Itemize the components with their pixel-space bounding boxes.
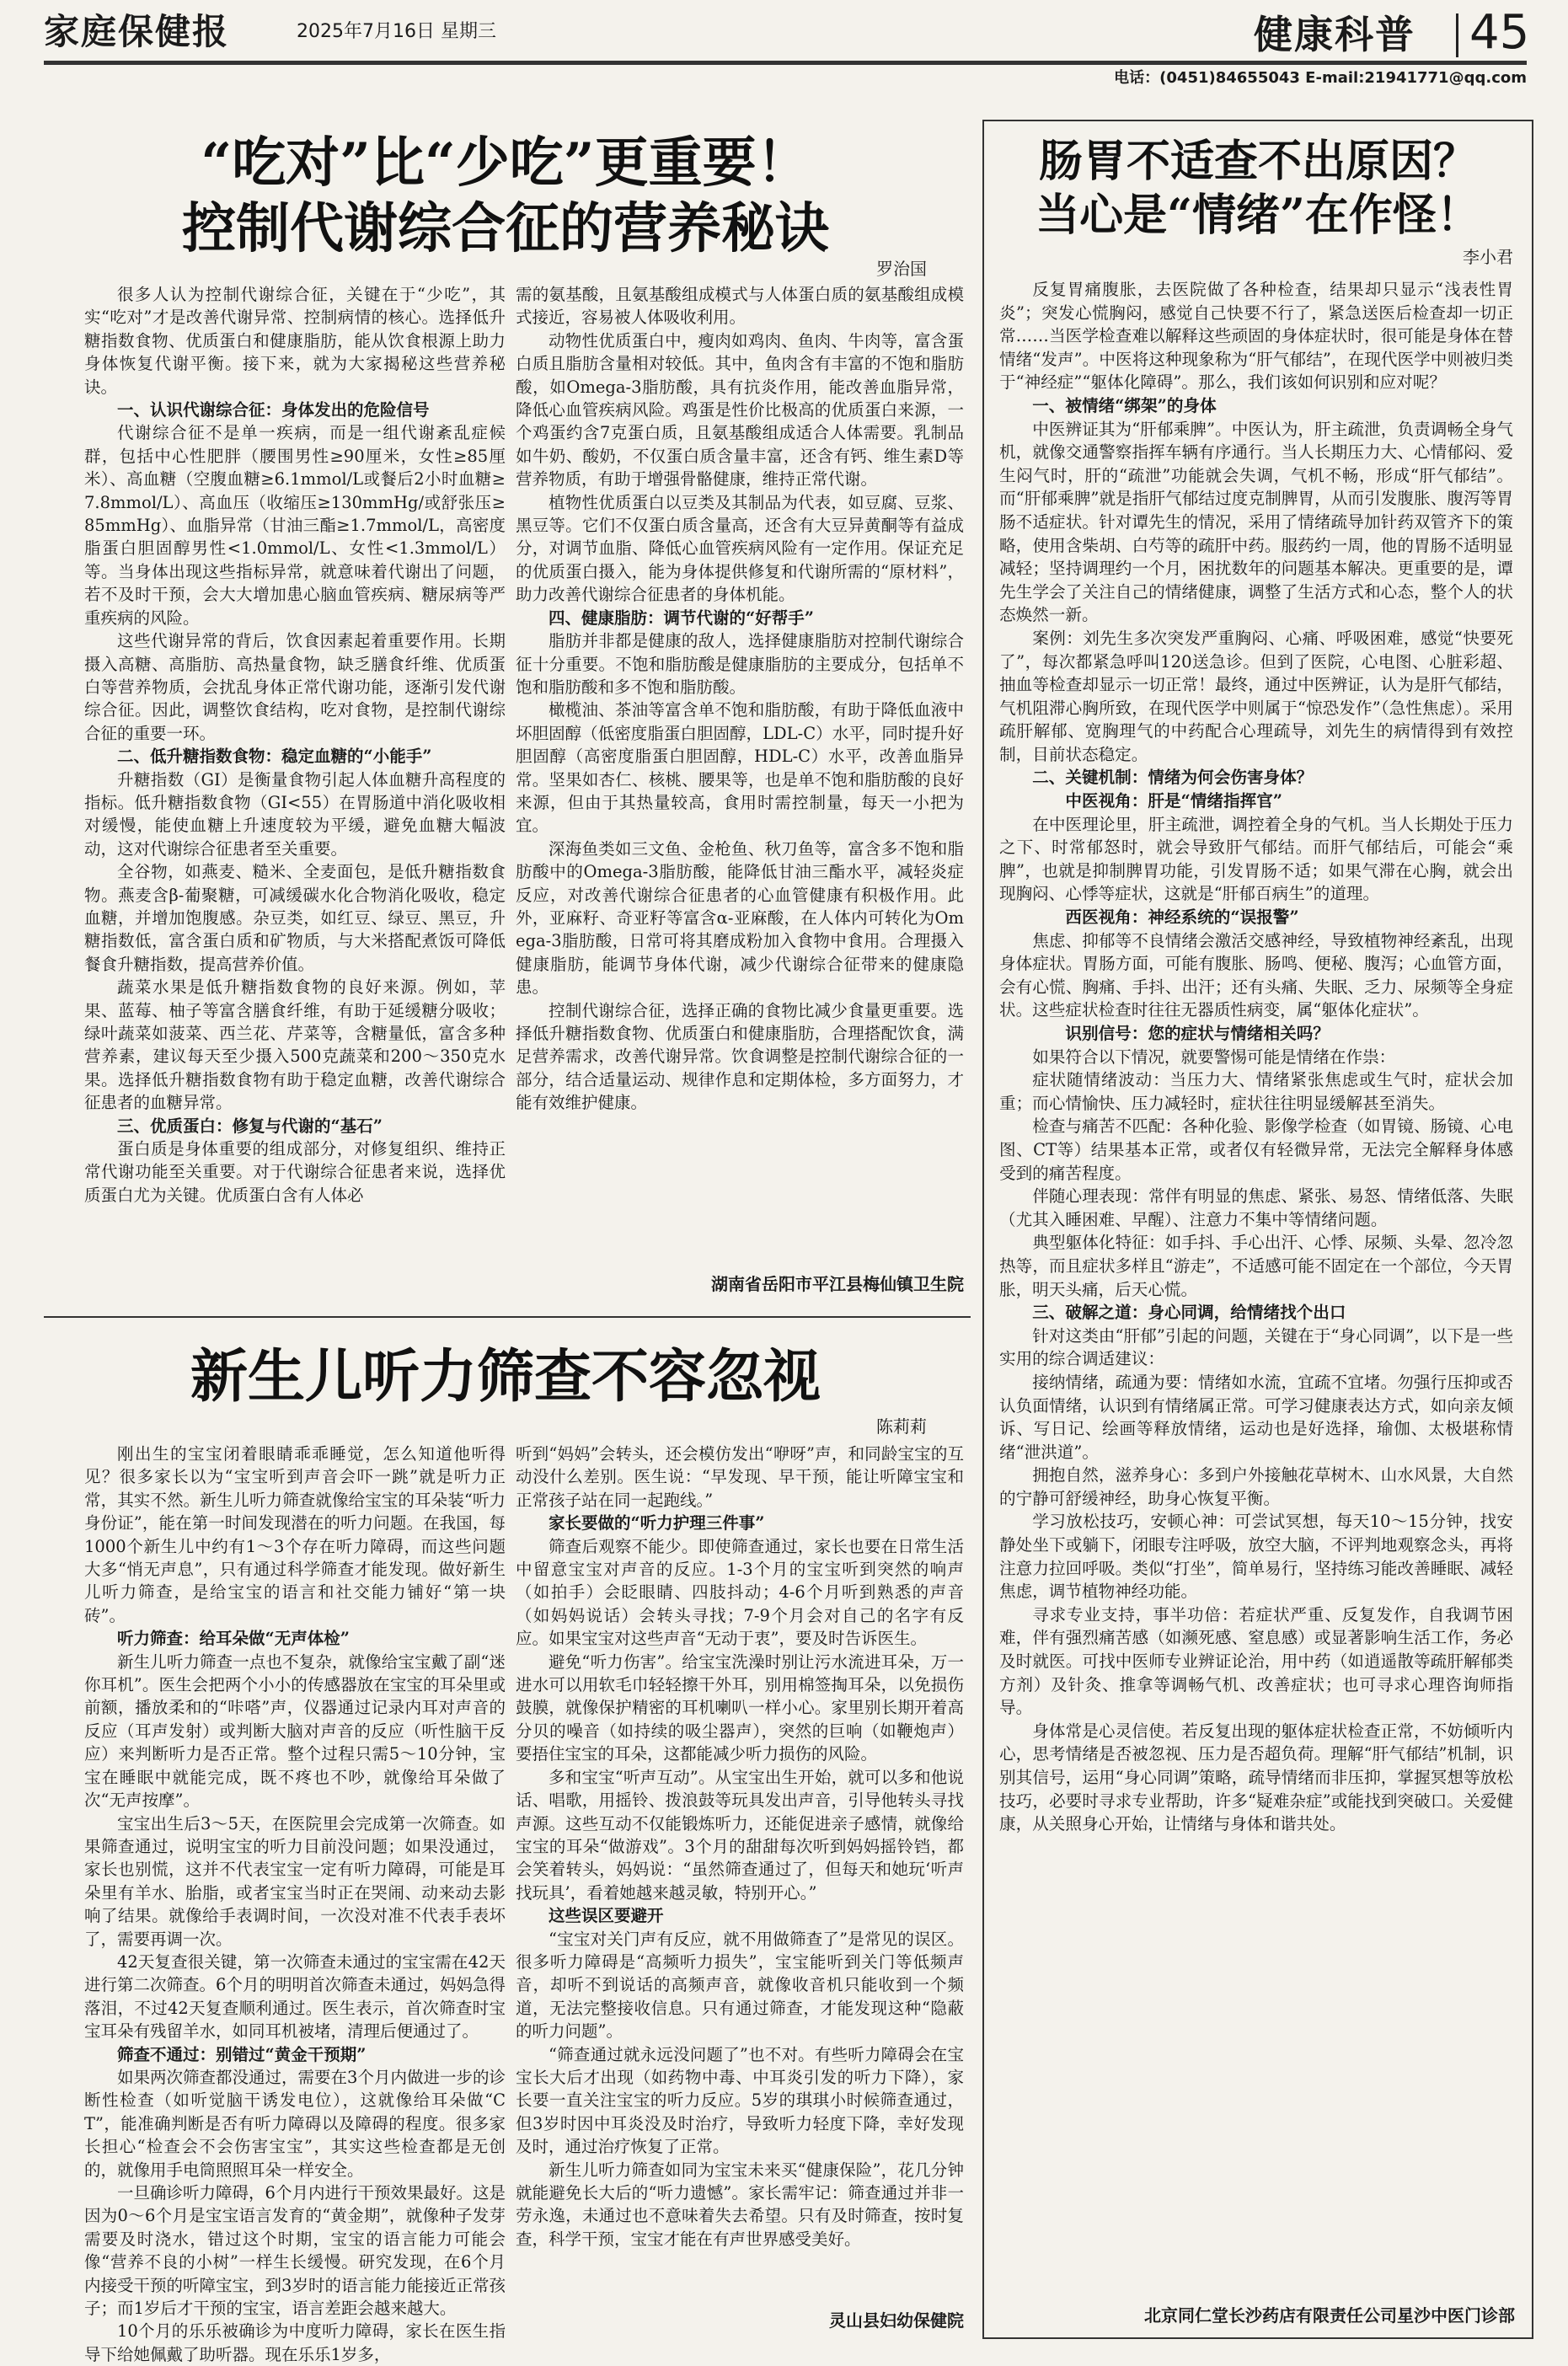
paragraph: 脂肪并非都是健康的敌人，选择健康脂肪对控制代谢综合征十分重要。不饱和脂肪酸是健康脂肪的主要成分，包括单不饱和脂肪酸和多不饱和脂肪酸。 xyxy=(516,631,964,697)
paragraph: 蔬菜水果是低升糖指数食物的良好来源。例如，苹果、蓝莓、柚子等富含膳食纤维，有助于延缓糖分吸收；绿叶蔬菜如菠菜、西兰花、芹菜等，含糖量低，富含多种营养素，建议每天至少摄入500克蔬菜和200～350克水果。选择低升糖指数食物有助于稳定血糖，改善代谢综合征患者的血糖异常。 xyxy=(84,977,506,1113)
paragraph: 这些代谢异常的背后，饮食因素起着重要作用。长期摄入高糖、高脂肪、高热量食物，缺乏膳食纤维、优质蛋白等营养物质，会扰乱身体正常代谢功能，逐渐引发代谢综合征。因此，调整饮食结构，吃对食物，是控制代谢综合征的重要一环。 xyxy=(84,631,506,743)
paragraph: 寻求专业支持，事半功倍：若症状严重、反复发作，自我调节困难，伴有强烈痛苦感（如濒死感、窒息感）或显著影响生活工作，务必及时就医。可找中医师专业辨证论治，用中药（如逍遥散等疏肝解郁类方剂）及针灸、推拿等调畅气机、改善症状；也可寻求心理咨询师指导。 xyxy=(999,1604,1513,1718)
paragraph: 避免“听力伤害”。给宝宝洗澡时别让污水流进耳朵，万一进水可以用软毛巾轻轻擦干外耳，别用棉签掏耳朵，以免损伤鼓膜，就像保护精密的耳机喇叭一样小心。家里别长期开着高分贝的噪音（如持续的吸尘器声），突然的巨响（如鞭炮声）要捂住宝宝的耳朵，这都能减少听力损伤的风险。 xyxy=(516,1651,964,1764)
article-separator xyxy=(44,1316,971,1318)
paragraph: 症状随情绪波动：当压力大、情绪紧张焦虑或生气时，症状会加重；而心情愉快、压力减轻时，症状往往明显缓解甚至消失。 xyxy=(999,1070,1513,1113)
paragraph: 橄榄油、茶油等富含单不饱和脂肪酸，有助于降低血液中坏胆固醇（低密度脂蛋白胆固醇，LDL-C）水平，同时提升好胆固醇（高密度脂蛋白胆固醇，HDL-C）水平，改善血脂异常。坚果如杏仁、核桃、腰果等，也是单不饱和脂肪酸的良好来源，但由于其热量较高，食用时需控制量，每天一小把为宜。 xyxy=(516,700,964,836)
paragraph: 在中医理论里，肝主疏泄，调控着全身的气机。当人长期处于压力之下、时常郁怒时，就会导致肝气郁结。而肝气郁结后，可能会“乘脾”，也就是抑制脾胃功能，引发胃肠不适；如果气滞在心胸，就会出现胸闷、心悸等症状，这就是“肝郁百病生”的道理。 xyxy=(999,814,1513,904)
paragraph: 接纳情绪，疏通为要：情绪如水流，宜疏不宜堵。勿强行压抑或否认负面情绪，认识到有情绪属正常。可学习健康表达方式，如向亲友倾诉、写日记、绘画等释放情绪，运动也是好选择，瑜伽、太极堪称情绪“泄洪道”。 xyxy=(999,1372,1513,1462)
paragraph: 案例：刘先生多次突发严重胸闷、心痛、呼吸困难，感觉“快要死了”，每次都紧急呼叫120送急诊。但到了医院，心电图、心脏彩超、抽血等检查却显示一切正常！最终，通过中医辨证，认为是肝气郁结，气机阻滞心胸所致，在现代医学中则属于“惊恐发作”（急性焦虑）。采用疏肝解郁、宽胸理气的中药配合心理疏导，刘先生的病情得到有效控制，目前状态稳定。 xyxy=(999,628,1513,764)
paragraph: 反复胃痛腹胀，去医院做了各种检查，结果却只显示“浅表性胃炎”；突发心慌胸闷，感觉自己快要不行了，紧急送医后检查却一切正常……当医学检查难以解释这些顽固的身体症状时，很可能是身体在替情绪“发声”。中医将这种现象称为“肝气郁结”，在现代医学中则被归类于“神经症”“躯体化障碍”。那么，我们该如何识别和应对呢？ xyxy=(999,280,1513,393)
paragraph: 深海鱼类如三文鱼、金枪鱼、秋刀鱼等，富含多不饱和脂肪酸中的Omega-3脂肪酸，能降低甘油三酯水平，减轻炎症反应，对改善代谢综合征患者的心血管健康有积极作用。此外，亚麻籽、奇亚籽等富含α-亚麻酸，在人体内可转化为Omega-3脂肪酸，日常可将其磨成粉加入食物中食用。合理摄入健康脂肪，能调节身体代谢，减少代谢综合征带来的健康隐患。 xyxy=(516,838,964,998)
article1-title-line2: 控制代谢综合征的营养秘诀 xyxy=(182,197,829,260)
section-heading: 筛查不通过：别错过“黄金干预期” xyxy=(117,2044,367,2064)
section-name: 健康科普 xyxy=(1254,12,1415,57)
section-heading: 听力筛查：给耳朵做“无声体检” xyxy=(117,1629,350,1649)
paragraph: “筛查通过就永远没问题了”也不对。有些听力障碍会在宝宝长大后才出现（如药物中毒、中耳炎引发的听力下降），家长要一直关注宝宝的听力反应。5岁的琪琪小时候筛查通过，但3岁时因中耳炎没及时治疗，导致听力轻度下降，幸好发现及时，通过治疗恢复了正常。 xyxy=(516,2044,964,2157)
paragraph-continued: 听到“妈妈”会转头，还会模仿发出“咿呀”声，和同龄宝宝的互动没什么差别。医生说：“早发现、早干预，能让听障宝宝和正常孩子站在同一起跑线。” xyxy=(516,1444,964,1510)
section-heading: 一、认识代谢综合征：身体发出的危险信号 xyxy=(117,400,430,420)
section-heading: 家长要做的“听力护理三件事” xyxy=(549,1513,765,1534)
sub-heading: 中医视角：肝是“情绪指挥官” xyxy=(1065,791,1283,811)
paragraph: 检查与痛苦不匹配：各种化验、影像学检查（如胃镜、肠镜、心电图、CT等）结果基本正常，或者仅有轻微异常，无法完全解释身体感受到的痛苦程度。 xyxy=(999,1116,1513,1183)
paragraph: 刚出生的宝宝闭着眼睛乖乖睡觉，怎么知道他听得见？很多家长以为“宝宝听到声音会吓一跳”就是听力正常，其实不然。新生儿听力筛查就像给宝宝的耳朵装“听力身份证”，能在第一时间发现潜在的听力问题。在我国，每1000个新生儿中约有1～3个存在听力障碍，而这些问题大多“悄无声息”，只有通过科学筛查才能发现。做好新生儿听力筛查，是给宝宝的语言和社交能力铺好“第一块砖”。 xyxy=(84,1444,506,1625)
page-number: 45 xyxy=(1469,5,1530,60)
paragraph: 升糖指数（GI）是衡量食物引起人体血糖升高程度的指标。低升糖指数食物（GI<55）在胃肠道中消化吸收相对缓慢，能使血糖上升速度较为平缓，避免血糖大幅波动，这对代谢综合征患者至关重要。 xyxy=(84,769,506,859)
article2-title: 新生儿听力筛查不容忽视 xyxy=(190,1343,821,1410)
article2-byline: 陈莉莉 xyxy=(876,1416,927,1437)
section-heading: 三、优质蛋白：修复与代谢的“基石” xyxy=(117,1116,383,1136)
masthead xyxy=(44,5,1530,88)
paragraph: 42天复查很关键，第一次筛查未通过的宝宝需在42天进行第二次筛查。6个月的明明首次筛查未通过，妈妈急得落泪，不过42天复查顺利通过。医生表示，首次筛查时宝宝耳朵有残留羊水，如同耳机被堵，清理后便通过了。 xyxy=(84,1951,506,2042)
sidebar-signoff: 北京同仁堂长沙药店有限责任公司星沙中医门诊部 xyxy=(1144,2305,1515,2326)
article1-title-line1: “吃对”比“少吃”更重要！ xyxy=(201,131,811,195)
sidebar-title-line2: 当心是“情绪”在作怪！ xyxy=(1036,190,1480,241)
paragraph: 如果符合以下情况，就要警惕可能是情绪在作祟： xyxy=(1032,1046,1396,1067)
section-heading: 四、健康脂肪：调节代谢的“好帮手” xyxy=(549,608,814,628)
issue-date: 2025年7月16日 星期三 xyxy=(297,21,496,42)
paragraph: 身体常是心灵信使。若反复出现的躯体症状检查正常，不妨倾听内心，思考情绪是否被忽视、压力是否超负荷。理解“肝气郁结”机制，识别其信号，运用“身心同调”策略，疏导情绪而非压抑，掌握冥想等放松技巧，必要时寻求专业帮助，许多“疑难杂症”或能找到突破口。关爱健康，从关照身心开始，让情绪与身体和谐共处。 xyxy=(999,1721,1513,1834)
paragraph: 很多人认为控制代谢综合征，关键在于“少吃”，其实“吃对”才是改善代谢异常、控制病情的核心。选择低升糖指数食物、优质蛋白和健康脂肪，能从饮食根源上助力身体恢复代谢平衡。接下来，就为大家揭秘这些营养秘诀。 xyxy=(84,285,506,397)
sidebar-byline: 李小君 xyxy=(1463,247,1513,267)
sub-heading: 西医视角：神经系统的“误报警” xyxy=(1065,907,1299,928)
section-heading: 一、被情绪“绑架”的身体 xyxy=(1032,395,1217,415)
paragraph: 焦虑、抑郁等不良情绪会激活交感神经，导致植物神经紊乱，出现身体症状。胃肠方面，可能有腹胀、肠鸣、便秘、腹泻；心血管方面，会有心慌、胸痛、手抖、出汗；还有头痛、失眠、乏力、尿频等全身症状。这些症状检查时往往无器质性病变，属“躯体化症状”。 xyxy=(999,930,1513,1020)
paragraph: 蛋白质是身体重要的组成部分，对修复组织、维持正常代谢功能至关重要。对于代谢综合征患者来说，选择优质蛋白尤为关键。优质蛋白含有人体必 xyxy=(84,1139,506,1205)
masthead-rule xyxy=(44,61,1527,65)
paragraph: 典型躯体化特征：如手抖、手心出汗、心悸、尿频、头晕、忽冷忽热等，而且症状多样且“游走”，不适感可能不固定在一个部位，今天胃胀，明天头痛，后天心慌。 xyxy=(999,1233,1513,1299)
paragraph: 控制代谢综合征，选择正确的食物比减少食量更重要。选择低升糖指数食物、优质蛋白和健康脂肪，合理搭配饮食，满足营养需求，改善代谢异常。饮食调整是控制代谢综合征的一部分，结合适量运动、规律作息和定期体检，多方面努力，才能有效维护健康。 xyxy=(516,1000,964,1113)
section-heading: 二、关键机制：情绪为何会伤害身体？ xyxy=(1032,768,1314,788)
paragraph: 中医辨证其为“肝郁乘脾”。中医认为，肝主疏泄，负责调畅全身气机，就像交通警察指挥车辆有序通行。当人长期压力大、心情郁闷、爱生闷气时，肝的“疏泄”功能就会失调，气机不畅，形成“肝气郁结”。而“肝郁乘脾”就是指肝气郁结过度克制脾胃，从而引发腹胀、腹泻等胃肠不适症状。针对谭先生的情况，采用了情绪疏导加针药双管齐下的策略，使用含柴胡、白芍等的疏肝中药。服药约一周，他的胃肠不适明显减轻；坚持调理约一个月，困扰数年的问题基本解决。更重要的是，谭先生学会了关注自己的情绪健康，调整了生活方式和心态，整个人的状态焕然一新。 xyxy=(999,419,1513,625)
sub-heading: 识别信号：您的症状与情绪相关吗？ xyxy=(1065,1024,1330,1043)
section-heading: 三、破解之道：身心同调，给情绪找个出口 xyxy=(1032,1303,1346,1323)
paragraph: 多和宝宝“听声互动”。从宝宝出生开始，就可以多和他说话、唱歌，用摇铃、拨浪鼓等玩具发出声音，引导他转头寻找声源。这些互动不仅能锻炼听力，还能促进亲子感情，就像给宝宝的耳朵“做游戏”。3个月的甜甜每次听到妈妈摇铃铛，都会笑着转头，妈妈说：“虽然筛查通过了，但每天和她玩‘听声找玩具’，看着她越来越灵敏，特别开心。” xyxy=(516,1767,964,1903)
paragraph: “宝宝对关门声有反应，就不用做筛查了”是常见的误区。很多听力障碍是“高频听力损失”，宝宝能听到关门等低频声音，却听不到说话的高频声音，就像收音机只能收到一个频道，无法完整接收信息。只有通过筛查，才能发现这种“隐蔽的听力问题”。 xyxy=(516,1929,964,2042)
paragraph: 10个月的乐乐被确诊为中度听力障碍，家长在医生指导下给她佩戴了助听器。现在乐乐1岁多， xyxy=(84,2321,506,2364)
paragraph: 一旦确诊听力障碍，6个月内进行干预效果最好。这是因为0～6个月是宝宝语言发育的“黄金期”，就像种子发芽需要及时浇水，错过这个时期，宝宝的语言能力可能会像“营养不良的小树”一样生长缓慢。研究发现，在6个月内接受干预的听障宝宝，到3岁时的语言能力能接近正常孩子；而1岁后才干预的宝宝，语言差距会越来越大。 xyxy=(84,2183,506,2319)
paragraph: 全谷物，如燕麦、糙米、全麦面包，是低升糖指数食物。燕麦含β-葡聚糖，可减缓碳水化合物消化吸收，稳定血糖，并增加饱腹感。杂豆类，如红豆、绿豆、黑豆，升糖指数低，富含蛋白质和矿物质，与大米搭配煮饭可降低餐食升糖指数，提高营养价值。 xyxy=(84,862,506,974)
section-heading: 二、低升糖指数食物：稳定血糖的“小能手” xyxy=(117,747,432,767)
section-heading: 这些误区要避开 xyxy=(549,1906,664,1926)
article2-column-2 xyxy=(516,1443,964,2300)
paragraph: 植物性优质蛋白以豆类及其制品为代表，如豆腐、豆浆、黑豆等。它们不仅蛋白质含量高，还含有大豆异黄酮等有益成分，对调节血脂、降低心血管疾病风险有一定作用。保证充足的优质蛋白摄入，能为身体提供修复和代谢所需的“原材料”，助力改善代谢综合征患者的身体机能。 xyxy=(516,492,964,605)
paragraph: 拥抱自然，滋养身心：多到户外接触花草树木、山水风景，大自然的宁静可舒缓神经，助身心恢复平衡。 xyxy=(999,1465,1513,1508)
paragraph: 如果两次筛查都没通过，需要在3个月内做进一步的诊断性检查（如听觉脑干诱发电位），这就像给耳朵做“CT”，能准确判断是否有听力障碍以及障碍的程度。很多家长担心“检查会不会伤害宝宝”，其实这些检查都是无创的，就像用手电筒照照耳朵一样安全。 xyxy=(84,2067,506,2180)
paragraph: 针对这类由“肝郁”引起的问题，关键在于“身心同调”，以下是一些实用的综合调适建议： xyxy=(999,1325,1513,1369)
paragraph: 动物性优质蛋白中，瘦肉如鸡肉、鱼肉、牛肉等，富含蛋白质且脂肪含量相对较低。其中，鱼肉含有丰富的不饱和脂肪酸，如Omega-3脂肪酸，具有抗炎作用，能改善血脂异常，降低心血管疾病风险。鸡蛋是性价比极高的优质蛋白来源，一个鸡蛋约含7克蛋白质，且氨基酸组成适合人体需要。乳制品如牛奶、酸奶，不仅蛋白质含量丰富，还含有钙、维生素D等营养物质，有助于增强骨骼健康，维持正常代谢。 xyxy=(516,330,964,490)
article1-column-2 xyxy=(516,283,964,1262)
paragraph: 伴随心理表现：常伴有明显的焦虑、紧张、易怒、情绪低落、失眠（尤其入睡困难、早醒）、注意力不集中等情绪问题。 xyxy=(999,1186,1513,1229)
article1-byline: 罗治国 xyxy=(876,259,927,279)
newspaper-name: 家庭保健报 xyxy=(44,11,230,52)
sidebar-title-line1: 肠胃不适查不出原因？ xyxy=(1038,136,1477,187)
paragraph: 宝宝出生后3～5天，在医院里会完成第一次筛查。如果筛查通过，说明宝宝的听力目前没问题；如果没通过，家长也别慌，这并不代表宝宝一定有听力障碍，可能是耳朵里有羊水、胎脂，或者宝宝当时正在哭闹、动来动去影响了结果。就像给手表调时间，一次没对准不代表手表坏了，需要再调一次。 xyxy=(84,1813,506,1949)
article1-signoff: 湖南省岳阳市平江县梅仙镇卫生院 xyxy=(711,1274,964,1294)
paragraph: 筛查后观察不能少。即使筛查通过，家长也要在日常生活中留意宝宝对声音的反应。1-3个月的宝宝听到突然的响声（如拍手）会眨眼睛、四肢抖动；4-6个月听到熟悉的声音（如妈妈说话）会转头寻找；7-9个月会对自己的名字有反应。如果宝宝对这些声音“无动于衷”，要及时告诉医生。 xyxy=(516,1536,964,1649)
paragraph: 新生儿听力筛查一点也不复杂，就像给宝宝戴了副“迷你耳机”。医生会把两个小小的传感器放在宝宝的耳朵里或前额，播放柔和的“咔嗒”声，仪器通过记录内耳对声音的反应（耳声发射）或判断大脑对声音的反应（听性脑干反应）来判断听力是否正常。整个过程只需5～10分钟，宝宝在睡眠中就能完成，既不疼也不吵，就像给耳朵做了次“无声按摩”。 xyxy=(84,1651,506,1811)
paragraph: 新生儿听力筛查如同为宝宝未来买“健康保险”，花几分钟就能避免长大后的“听力遗憾”。家长需牢记：筛查通过并非一劳永逸，未通过也不意味着失去希望。只有及时筛查，按时复查，科学干预，宝宝才能在有声世界感受美好。 xyxy=(516,2160,964,2249)
contact-info: 电话：(0451)84655043 E-mail:21941771@qq.com xyxy=(1114,69,1527,87)
sidebar-body xyxy=(999,278,1513,2300)
article1-column-1 xyxy=(84,283,506,1311)
paragraph: 代谢综合征不是单一疾病，而是一组代谢紊乱症候群，包括中心性肥胖（腰围男性≥90厘米，女性≥85厘米）、高血糖（空腹血糖≥6.1mmol/L或餐后2小时血糖≥7.8mmol/L）、高血压（收缩压≥130mmHg/或舒张压≥85mmHg）、血脂异常（甘油三酯≥1.7mmol/L，高密度脂蛋白胆固醇男性<1.0mmol/L、女性<1.3mmol/L）等。当身体出现这些指标异常，就意味着代谢出了问题，若不及时干预，会大大增加患心脑血管疾病、糖尿病等严重疾病的风险。 xyxy=(84,423,506,628)
article2-column-1 xyxy=(84,1443,506,2364)
article2-signoff: 灵山县妇幼保健院 xyxy=(829,2310,964,2331)
paragraph-continued: 需的氨基酸，且氨基酸组成模式与人体蛋白质的氨基酸组成模式接近，容易被人体吸收利用。 xyxy=(516,285,964,328)
masthead-divider xyxy=(1456,13,1458,57)
paragraph: 学习放松技巧，安顿心神：可尝试冥想，每天10～15分钟，找安静处坐下或躺下，闭眼专注呼吸，放空大脑，不评判地观察念头，再将注意力拉回呼吸。类似“打坐”，简单易行，坚持练习能改善睡眠、减轻焦虑，调节植物神经功能。 xyxy=(999,1512,1513,1602)
